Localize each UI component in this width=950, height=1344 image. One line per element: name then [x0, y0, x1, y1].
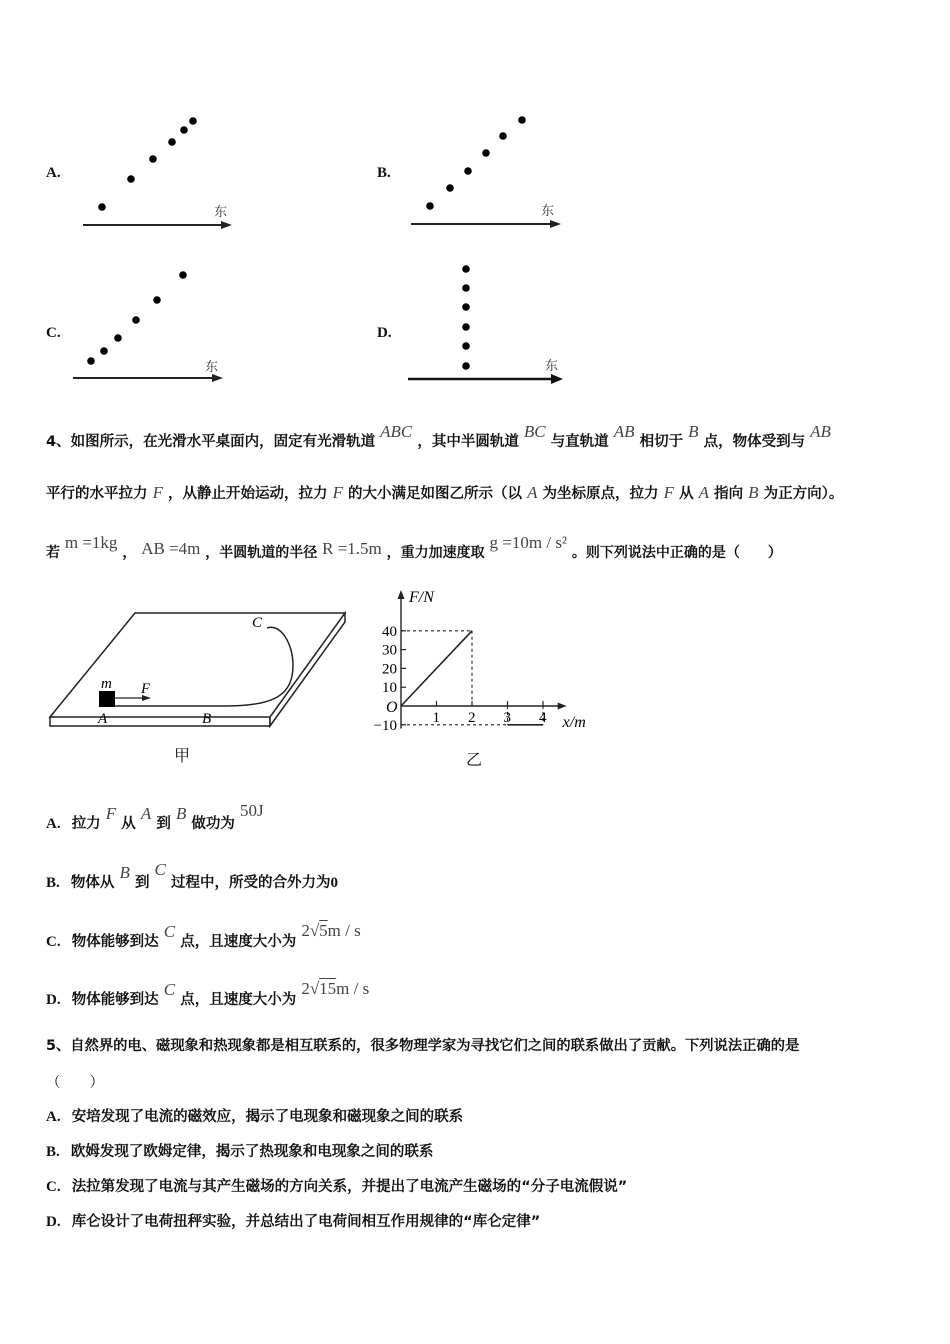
- math-speed: [301, 921, 360, 940]
- dot: [446, 184, 454, 192]
- dot: [153, 296, 161, 304]
- q3-option-b-label: B.: [377, 165, 391, 181]
- math-work: 50J: [240, 801, 264, 820]
- y-axis-label: F/N: [409, 589, 434, 606]
- option-text: 从: [121, 816, 136, 832]
- math-c: C: [154, 860, 166, 879]
- option-text: 到: [156, 816, 171, 832]
- math-abc: ABC: [380, 422, 413, 441]
- unit: m / s: [336, 979, 370, 998]
- q4-option-a[interactable]: [46, 801, 264, 833]
- dot: [189, 117, 197, 125]
- east-label: 东: [541, 204, 555, 219]
- dot-series: [462, 265, 470, 370]
- math-gravity: g =10m / s²: [489, 533, 568, 552]
- option-label: A.: [46, 816, 61, 832]
- figure-jia-caption: 甲: [174, 746, 191, 765]
- q4-option-c[interactable]: [46, 921, 361, 951]
- option-text: 物体从: [70, 875, 115, 891]
- stem-text: 若: [46, 545, 60, 561]
- dot: [482, 149, 490, 157]
- stem-text: ，重力加速度取: [386, 545, 485, 561]
- mass-block: [99, 691, 115, 707]
- label-m: m: [101, 676, 112, 692]
- dot: [87, 357, 95, 365]
- option-label: D.: [46, 992, 61, 1008]
- dot-series: [87, 271, 187, 365]
- option-text: 到: [134, 875, 150, 891]
- option-text: 库仑设计了电荷扭秤实验，并总结出了电荷间相互作用规律的“库仑定律”: [71, 1214, 541, 1230]
- stem-text: ，: [122, 545, 137, 561]
- option-text: 做功为: [191, 816, 235, 832]
- y-tick-label: 20: [382, 661, 397, 678]
- east-label: 东: [545, 359, 559, 374]
- label-f: F: [141, 681, 151, 697]
- dot: [98, 203, 106, 211]
- figure-jia-track: [45, 605, 350, 770]
- dot: [462, 284, 470, 292]
- math-speed: [301, 979, 369, 998]
- math-b: B: [119, 863, 130, 882]
- arrow-head-icon: [221, 221, 232, 229]
- arrow-head-icon: [212, 374, 223, 382]
- coef: 2: [301, 921, 310, 940]
- dot: [149, 155, 157, 163]
- stem-text: ，从静止开始运动，拉力: [168, 486, 328, 502]
- unit: m / s: [327, 921, 361, 940]
- math-a: A: [698, 483, 710, 502]
- math-f: F: [663, 483, 674, 502]
- option-text: 法拉第发现了电流与其产生磁场的方向关系，并提出了电流产生磁场的“分子电流假说”: [71, 1179, 628, 1195]
- label-a: A: [98, 711, 108, 727]
- math-mass: m =1kg: [64, 533, 118, 552]
- q4-option-b[interactable]: [46, 860, 338, 892]
- math-b: B: [688, 422, 699, 441]
- stem-text: 为正方向）。: [763, 486, 844, 502]
- dot: [180, 126, 188, 134]
- q3-option-c-label: C.: [46, 325, 61, 341]
- option-label: B.: [46, 1144, 60, 1160]
- math-f: F: [332, 483, 343, 502]
- dot-series: [426, 116, 526, 210]
- stem-text: 与直轨道: [550, 434, 609, 450]
- dot: [132, 316, 140, 324]
- x-axis-label: x/m: [562, 714, 586, 731]
- q4-option-d[interactable]: [46, 979, 370, 1009]
- dot: [462, 342, 470, 350]
- q5-option-d[interactable]: [46, 1210, 540, 1231]
- math-a: A: [140, 804, 152, 823]
- math-ab: AB: [613, 422, 635, 441]
- option-text: 物体能够到达: [71, 992, 159, 1008]
- option-text: 过程中，所受的合外力为: [170, 875, 331, 891]
- option-text: 安培发现了电流的磁效应，揭示了电现象和磁现象之间的联系: [71, 1109, 464, 1125]
- y-tick-label: 10: [382, 680, 397, 697]
- arrow-head-icon: [550, 220, 561, 228]
- dot: [168, 138, 176, 146]
- math-b: B: [748, 483, 759, 502]
- stem-text: ，其中半圆轨道: [417, 434, 519, 450]
- stem-text: 相切于: [639, 434, 684, 450]
- y-tick-label: 30: [382, 642, 397, 659]
- q5-option-a[interactable]: [46, 1105, 463, 1126]
- sqrt-icon: √: [309, 979, 320, 998]
- dot: [179, 271, 187, 279]
- x-tick-label: 3: [503, 710, 511, 726]
- q3-option-d-label: D.: [377, 325, 392, 341]
- east-label: 东: [214, 205, 228, 220]
- dot: [127, 175, 135, 183]
- q5-option-b[interactable]: [46, 1140, 433, 1161]
- math-c: C: [163, 980, 176, 999]
- sqrt-icon: √: [309, 921, 320, 940]
- math-b: B: [175, 804, 187, 823]
- option-text: 物体能够到达: [71, 934, 159, 950]
- figure-yi-chart: [360, 585, 595, 770]
- coef: 2: [301, 979, 310, 998]
- stem-text: 为坐标原点，拉力: [542, 486, 659, 502]
- dot: [462, 303, 470, 311]
- y-tick-label: 40: [382, 623, 397, 640]
- dot: [462, 265, 470, 273]
- stem-text: 。则下列说法中正确的是（ ）: [571, 545, 782, 561]
- stem-text: 点，物体受到与: [703, 434, 806, 450]
- dot: [426, 202, 434, 210]
- q3-option-a-label: A.: [46, 165, 61, 181]
- math-radius: R =1.5m: [322, 539, 382, 558]
- origin-label: O: [386, 699, 398, 716]
- option-text: 点，且速度大小为: [180, 934, 297, 950]
- label-b: B: [202, 711, 212, 727]
- stem-text: 的大小满足如图乙所示（以: [348, 486, 523, 502]
- q5-paren: （ ）: [46, 1075, 104, 1091]
- y-tick-label: −10: [373, 717, 397, 734]
- option-label: D.: [46, 1214, 61, 1230]
- dot: [462, 323, 470, 331]
- x-tick-label: 2: [468, 710, 476, 726]
- stem-text: 从: [679, 486, 694, 502]
- dot: [518, 116, 526, 124]
- x-tick-label: 1: [432, 710, 440, 726]
- math-bc: BC: [523, 422, 546, 441]
- stem-text: ，半圆轨道的半径: [205, 545, 318, 561]
- math-c: C: [163, 922, 176, 941]
- x-axis-arrow-icon: [558, 703, 567, 710]
- math-ab-length: AB =4m: [141, 539, 201, 558]
- label-c: C: [252, 615, 263, 631]
- math-f: F: [105, 804, 117, 823]
- option-label: C.: [46, 1179, 61, 1195]
- option-text: 欧姆发现了欧姆定律，揭示了热现象和电现象之间的联系: [70, 1144, 434, 1160]
- option-text: 点，且速度大小为: [180, 992, 297, 1008]
- series-line-segment-1: [401, 631, 472, 706]
- dot: [499, 132, 507, 140]
- stem-text: 指向: [714, 486, 744, 502]
- math-f: F: [152, 483, 163, 502]
- figure-yi-caption: 乙: [466, 750, 483, 769]
- stem-text: 4、如图所示，在光滑水平桌面内，固定有光滑轨道: [46, 434, 376, 450]
- radicand: 15: [319, 979, 337, 998]
- dot: [114, 334, 122, 342]
- dot-series: [98, 117, 197, 211]
- stem-text: 平行的水平拉力: [46, 486, 148, 502]
- q5-stem: 5、自然界的电、磁现象和热现象都是相互联系的，很多物理学家为寻找它们之间的联系做出了贡献。下列说法正确的是: [46, 1038, 800, 1054]
- option-label: C.: [46, 934, 61, 950]
- y-axis-arrow-icon: [398, 590, 405, 599]
- q5-option-c[interactable]: [46, 1175, 627, 1196]
- x-tick-label: 4: [539, 710, 547, 726]
- math-ab: AB: [810, 422, 831, 441]
- dot: [100, 347, 108, 355]
- option-label: A.: [46, 1109, 61, 1125]
- dot: [462, 362, 470, 370]
- dot: [464, 167, 472, 175]
- q4-stem-line-3: [46, 533, 782, 562]
- q4-stem-line-1: [46, 422, 831, 451]
- east-label: 东: [205, 360, 219, 375]
- arrow-head-icon: [551, 374, 563, 384]
- option-value: 0: [330, 875, 338, 891]
- q4-stem-line-2: [46, 482, 843, 503]
- option-label: B.: [46, 875, 60, 891]
- radicand: 5: [319, 921, 328, 940]
- math-a: A: [527, 483, 538, 502]
- table-edge-front: [50, 717, 270, 726]
- option-text: 拉力: [71, 816, 101, 832]
